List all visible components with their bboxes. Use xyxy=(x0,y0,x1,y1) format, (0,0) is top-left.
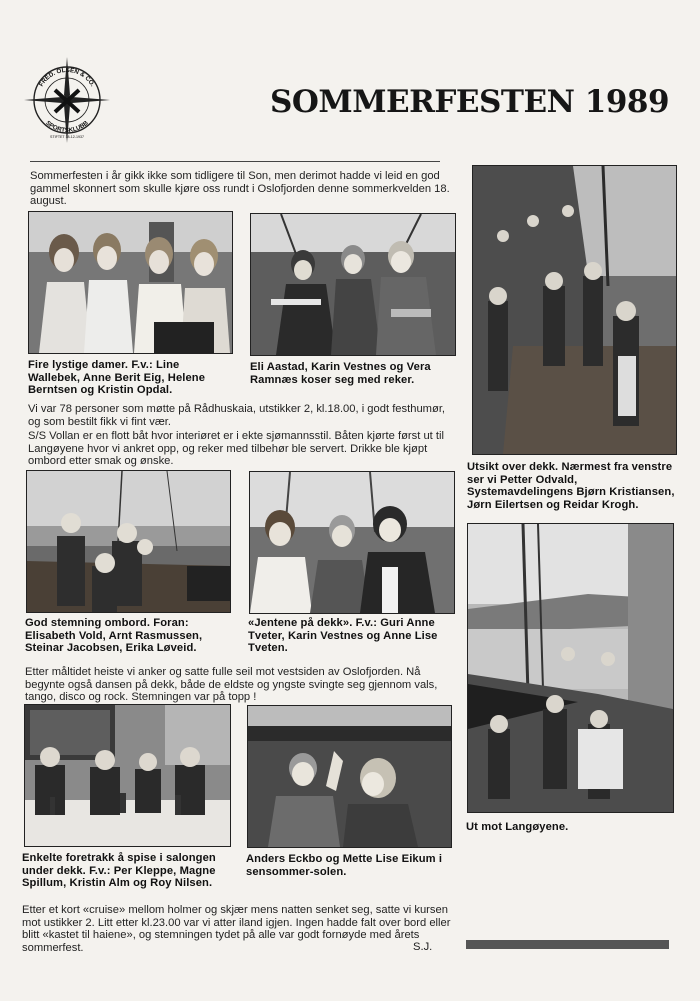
photo-deck-view xyxy=(472,165,677,455)
boat-paragraph: S/S Vollan er en flott båt hvor interiøret er i ekte sjømannsstil. Båten kjørte først ut til Langøyene hvor vi ankret opp, og reker med tilbehør ble servert. Drikke ble kjøpt ombord etter smak og ønske. xyxy=(28,430,444,467)
caption-good-mood: God stemning ombord. Foran: Elisabeth Vold, Arnt Rasmussen, Steinar Jacobsen, Erika Løveid. xyxy=(25,617,203,654)
photo-sun-couple xyxy=(247,705,452,848)
logo-bottom-text: SPORTSKLUBB xyxy=(44,119,90,135)
caption-girls-on-deck: «Jentene på dekk». F.v.: Guri Anne Tveter, Karin Vestnes og Anne Lise Tveten. xyxy=(248,617,438,654)
photo-girls-on-deck xyxy=(249,471,455,614)
photo-towards-langoyene xyxy=(467,523,674,813)
footer-bar xyxy=(466,940,669,949)
author-signature: S.J. xyxy=(413,941,433,953)
caption-sun-couple: Anders Eckbo og Mette Lise Eikum i sensommer-solen. xyxy=(246,853,443,878)
page-title: SOMMERFESTEN 1989 xyxy=(270,84,670,120)
photo-shrimp-ladies xyxy=(250,213,456,356)
guests-paragraph: Vi var 78 personer som møtte på Rådhuskaia, utstikker 2, kl.18.00, i godt festhumør, og som bestilt fikk vi fint vær. xyxy=(28,403,446,428)
evening-paragraph: Etter måltidet heiste vi anker og satte fulle seil mot vestsiden av Oslofjorden. Nå begynte også dansen på dekk, både de eldste og yngste svingte seg gjennom vals, tango, disco og rock. Stemningen var på topp ! xyxy=(25,666,438,703)
caption-salon-dinner: Enkelte foretrakk å spise i salongen under dekk. F.v.: Per Kleppe, Magne Spillum, Kristin Alm og Roy Nilsen. xyxy=(22,852,216,889)
logo-founded-text: STIFTET 18-12-1937 xyxy=(50,135,84,139)
caption-shrimp-ladies: Eli Aastad, Karin Vestnes og Vera Ramnæs koser seg med reker. xyxy=(250,361,431,386)
title-rule xyxy=(30,161,440,162)
logo-top-text: FRED. OLSEN & CO. xyxy=(37,66,97,88)
club-logo xyxy=(22,55,112,145)
caption-four-ladies: Fire lystige damer. F.v.: Line Wallebek, Anne Berit Eig, Helene Berntsen og Kristin Opdal. xyxy=(28,359,206,396)
photo-good-mood xyxy=(26,470,231,613)
caption-towards-langoyene: Ut mot Langøyene. xyxy=(466,821,569,833)
ending-paragraph: Etter et kort «cruise» mellom holmer og skjær mens natten senket seg, satte vi kursen mot ustikker 2. Litt etter kl.23.00 var vi atter iland igjen. Ingen hadde falt over bord eller blitt «kastet til haiene», og stemningen tydet på alle var godt fornøyde med årets sommerfest. xyxy=(22,904,451,954)
photo-four-ladies xyxy=(28,211,233,354)
intro-paragraph: Sommerfesten i år gikk ikke som tidligere til Son, men derimot hadde vi leid en god gammel skonnert som skulle kjøre oss rundt i Oslofjorden denne sommerkvelden 18. august. xyxy=(30,170,450,207)
photo-salon-dinner xyxy=(24,704,231,847)
caption-deck-view: Utsikt over dekk. Nærmest fra venstre ser vi Petter Odvald, Systemavdelingens Bjørn Kristiansen, Jørn Eilertsen og Reidar Krogh. xyxy=(467,461,675,511)
